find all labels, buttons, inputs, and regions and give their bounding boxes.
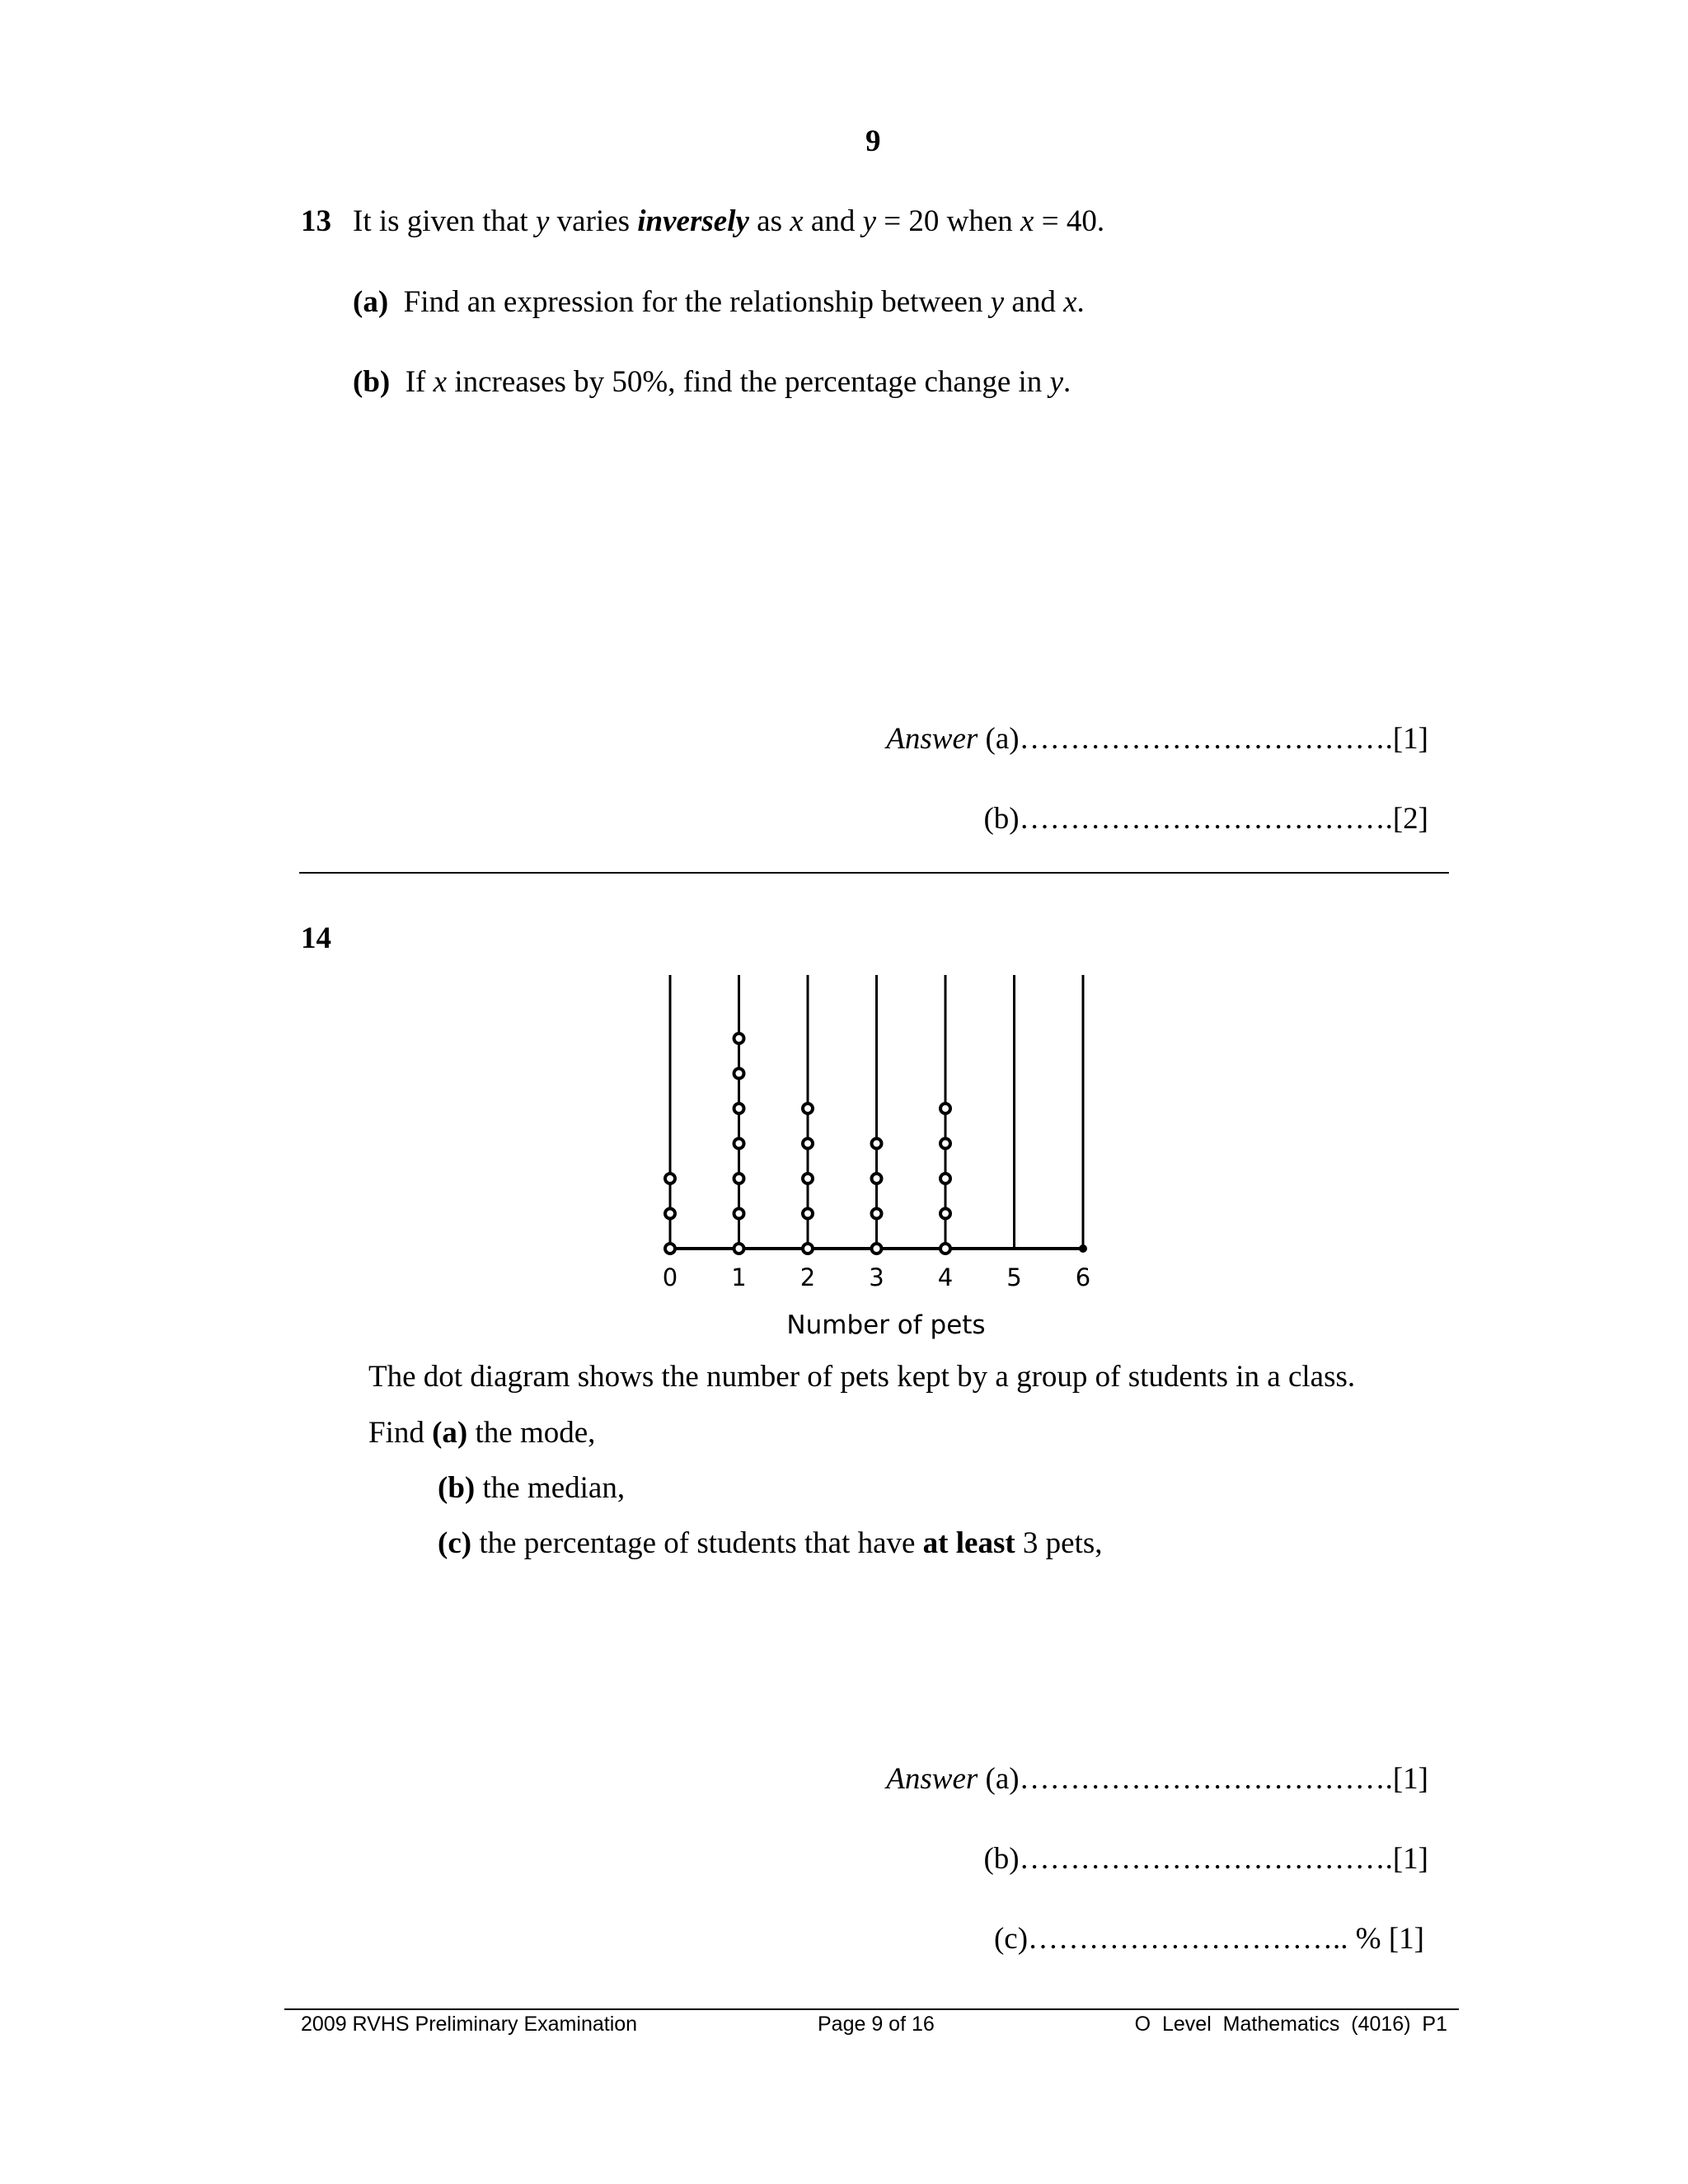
q14-answer-c: (c)………………………….. % [1] [993, 1922, 1424, 1956]
dot-0-1 [665, 1244, 675, 1254]
footer-right: O Level Mathematics (4016) P1 [1134, 2013, 1447, 2036]
dot-diagram-xlabel: Number of pets [786, 1310, 986, 1340]
dot-1-3 [734, 1174, 744, 1183]
dot-3-2 [872, 1209, 882, 1219]
dot-2-2 [803, 1209, 813, 1219]
q14-part-a: Find (a) the mode, [368, 1416, 596, 1450]
dot-4-2 [940, 1209, 950, 1219]
dot-1-5 [734, 1104, 744, 1113]
dot-2-5 [803, 1104, 813, 1113]
axis-end-marker [1079, 1244, 1087, 1253]
dot-0-2 [665, 1209, 675, 1219]
dot-4-4 [940, 1139, 950, 1149]
footer-center: Page 9 of 16 [818, 2013, 935, 2036]
q14-answer-b: (b)……………………………….[1] [983, 1842, 1428, 1876]
tick-label-3: 3 [869, 1263, 884, 1291]
dot-1-6 [734, 1069, 744, 1079]
q14-answer-a: Answer (a)……………………………….[1] [886, 1762, 1428, 1796]
dot-2-1 [803, 1244, 813, 1254]
q13-part-a: (a) Find an expression for the relationship between y and x. [353, 285, 1085, 319]
footer-left: 2009 RVHS Preliminary Examination [301, 2013, 638, 2036]
dot-3-4 [872, 1139, 882, 1149]
dot-1-1 [734, 1244, 744, 1254]
q13-answer-a: Answer (a)……………………………….[1] [886, 722, 1428, 756]
tick-label-5: 5 [1006, 1263, 1022, 1291]
q13-stem: It is given that y varies inversely as x and y = 20 when x = 40. [353, 204, 1105, 238]
q14-description: The dot diagram shows the number of pets kept by a group of students in a class. [368, 1360, 1356, 1394]
q13-part-b: (b) If x increases by 50%, find the percentage change in y. [353, 365, 1071, 399]
dot-1-7 [734, 1033, 744, 1043]
dot-1-2 [734, 1209, 744, 1219]
dot-3-3 [872, 1174, 882, 1183]
q14-part-c: (c) the percentage of students that have at least 3 pets, [438, 1526, 1103, 1560]
dot-3-1 [872, 1244, 882, 1254]
q14-number: 14 [301, 921, 331, 955]
footer-rule [284, 2008, 1459, 2010]
tick-label-6: 6 [1075, 1263, 1091, 1291]
dot-4-1 [940, 1244, 950, 1254]
question-separator [299, 872, 1449, 874]
q13-answer-b: (b)……………………………….[2] [983, 802, 1428, 836]
tick-label-4: 4 [937, 1263, 954, 1291]
tick-label-1: 1 [731, 1263, 747, 1291]
tick-label-0: 0 [662, 1263, 678, 1291]
dot-4-5 [940, 1104, 950, 1113]
tick-label-2: 2 [799, 1263, 816, 1291]
dot-1-4 [734, 1139, 744, 1149]
dot-diagram [643, 964, 1113, 1352]
dot-2-3 [803, 1174, 813, 1183]
q13-number: 13 [301, 204, 331, 238]
dot-2-4 [803, 1139, 813, 1149]
q14-part-b: (b) the median, [438, 1471, 626, 1505]
dot-0-3 [665, 1174, 675, 1183]
page-number: 9 [865, 124, 881, 158]
dot-4-3 [940, 1174, 950, 1183]
